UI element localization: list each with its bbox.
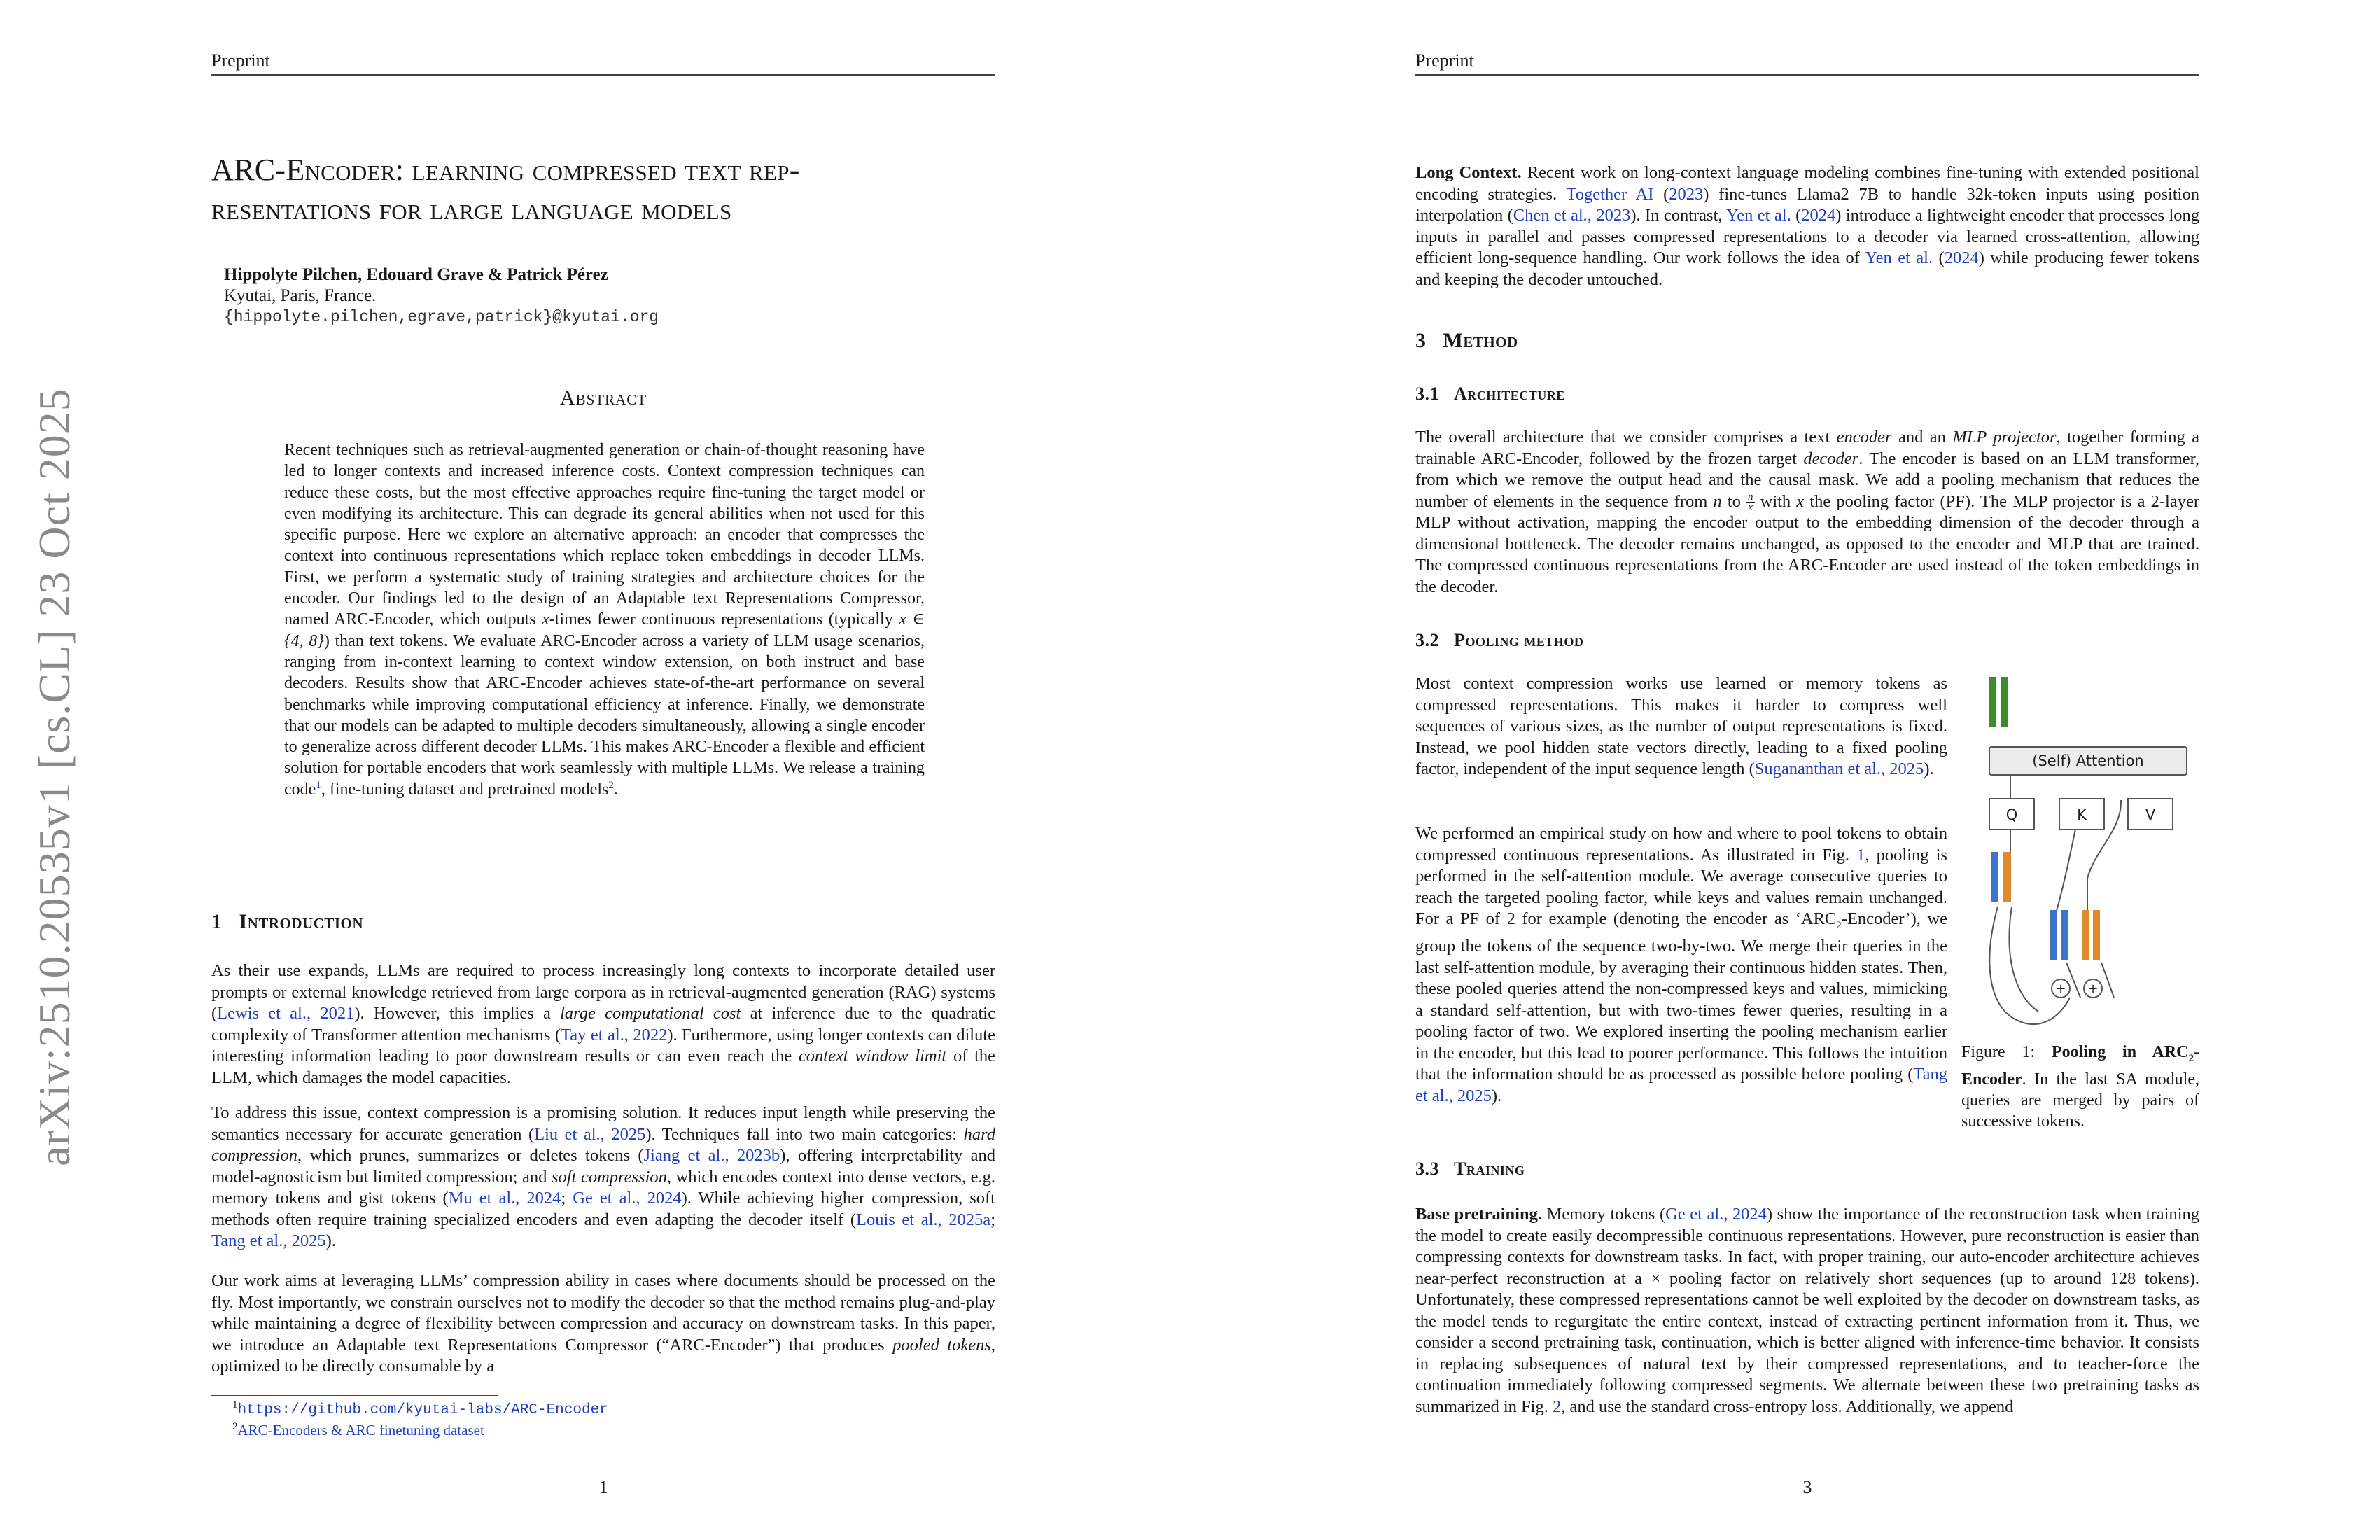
running-header: Preprint (211, 50, 995, 76)
github-link[interactable]: https://github.com/kyutai-labs/ARC-Encoder (237, 1402, 608, 1418)
figure-ref-link[interactable]: 2 (1552, 1396, 1562, 1416)
citation-link[interactable]: Tang et al., 2025 (211, 1231, 326, 1250)
section-3-heading: 3 Method (1415, 329, 1518, 352)
token-bars (2050, 910, 2100, 960)
section-1-heading (211, 910, 995, 934)
page-1 (211, 0, 995, 1540)
arxiv-id-text: arXiv:2510.20535v1 [cs.CL] 23 Oct 2025 (29, 388, 79, 1166)
fraction: $\frac{n}{x}$ (1748, 491, 1754, 514)
pooled-query-bars (1991, 852, 2011, 902)
running-header: Preprint (1415, 50, 2199, 76)
citation-link[interactable]: 2024 (1801, 206, 1836, 225)
affiliation: Kyutai, Paris, France. (224, 286, 377, 305)
subsection-3-1-heading: 3.1 Architecture (1415, 384, 1565, 404)
svg-text:+: + (2055, 981, 2066, 996)
figure-1-diagram (1961, 668, 2199, 1036)
footnotes (232, 1399, 608, 1441)
title-line-1: ARC-Encoder: learning compressed text rep- (211, 153, 800, 187)
attention-block (1989, 747, 2187, 775)
citation-link[interactable]: Louis et al., 2025a (856, 1210, 991, 1229)
citation-link[interactable]: Sugananthan et al., 2025 (1754, 760, 1924, 778)
citation-link[interactable]: Jiang et al., 2023b (643, 1146, 780, 1165)
section-number: 1 (211, 910, 223, 933)
abstract-heading: Abstract (559, 386, 648, 410)
citation-link[interactable]: 2023 (1669, 184, 1704, 204)
subsection-3-3-heading: 3.3 Training (1415, 1158, 1525, 1179)
k-label: K (2077, 806, 2087, 823)
author-names: Hippolyte Pilchen, Edouard Grave & Patrick Pérez (224, 265, 608, 284)
attention-label: (Self) Attention (2032, 752, 2144, 769)
citation-link[interactable]: Tay et al., 2022 (561, 1025, 668, 1044)
citation-link[interactable]: Yen et al. (1726, 206, 1791, 225)
abstract-paragraph: Recent techniques such as retrieval-augmented generation or chain-of-thought reasoning have led to longer contexts and increased inference costs. Context compression techniques can reduce these costs, but the most effective approaches require fine-tuning the target model or even modifying its architecture. This can degrade its general abilities when not used for this specific purpose. Here we explore an alternative approach: an encoder that compresses the context into continuous representations which replace token embeddings in decoder LLMs. First, we perform a systematic study of training strategies and architecture choices for the encoder. Our findings led to the design of an Adaptable text Representations Compressor, named ARC-Encoder, which outputs x-times fewer continuous representations (typically x ∈ {4, 8}) than text tokens. We evaluate ARC-Encoder across a variety of LLM usage scenarios, ranging from in-context learning to context window extension, on both instruct and base decoders. Results show that ARC-Encoder achieves state-of-the-art performance on several benchmarks while improving computational efficiency at inference. Finally, we demonstrate that our models can be adapted to multiple decoders simultaneously, allowing a single encoder to generalize across different decoder LLMs. This makes ARC-Encoder a flexible and efficient solution for portable encoders that work seamlessly with multiple LLMs. We release a training code$^1$, fine-tuning dataset and pretrained models$^2$. (284, 441, 925, 799)
paper-title (211, 150, 995, 229)
q-label: Q (2005, 806, 2018, 823)
author-block (224, 265, 659, 328)
page-number: 1 (598, 1477, 608, 1497)
arxiv-stamp (13, 388, 97, 1166)
footnote-ref-1[interactable]: 1 (316, 779, 321, 791)
citation-link[interactable]: Together AI (1566, 184, 1654, 204)
page-number: 3 (1802, 1477, 1812, 1497)
base-pretraining-paragraph: Base pretraining. Memory tokens (Ge et al., 2024) show the importance of the reconstruction task when training the model to create easily decompressible continuous representations. However, pure reconstruction is easier than compressing contexts for downstream tasks. In fact, with proper training, our auto-encoder architecture achieves near-perfect reconstruction at a × pooling factor on relatively short sequences (up to around 128 tokens). Unfortunately, these compressed representations cannot be well exploited by the decoder on downstream tasks, as the model tends to regurgitate the entire context, instead of extracting pertinent information from it. Thus, we consider a second pretraining task, continuation, which is better aligned with inference-time behavior. It consists in replacing subsequences of natural text by their compressed representations, and to teacher-force the continuation immediately following compressed segments. We alternate between these two pretraining tasks as summarized in Fig. 2, and use the standard cross-entropy loss. Additionally, we append (1415, 1205, 2199, 1416)
intro-paragraph-3: Our work aims at leveraging LLMs’ compression ability in cases where documents should be processed on the fly. Most importantly, we constrain ourselves not to modify the decoder so that the method remains plug-and-play while maintaining a degree of flexibility between compression and accuracy on downstream tasks. In this paper, we introduce an Adaptable text Representations Compressor (“ARC-Encoder”) that produces pooled tokens, optimized to be directly consumable by a (211, 1271, 995, 1376)
long-context-paragraph: Long Context. Recent work on long-context language modeling combines fine-tuning with extended positional encoding strategies. Together AI (2023) fine-tunes Llama2 7B to handle 32k-token inputs using position interpolation (Chen et al., 2023). In contrast, Yen et al. (2024) introduce a lightweight encoder that processes long inputs in parallel and passes compressed representations to a decoder via learned cross-attention, allowing efficient long-sequence handling. Our work follows the idea of Yen et al. (2024) while producing fewer tokens and keeping the decoder untouched. (1415, 163, 2200, 289)
footnote-1: $^1$https://github.com/kyutai-labs/ARC-Encoder (232, 1399, 608, 1418)
footnote-ref-2[interactable]: 2 (608, 779, 614, 791)
intro-paragraph-2: To address this issue, context compression is a promising solution. It reduces input length while preserving the semantics necessary for accurate generation (Liu et al., 2025). Techniques fall into two main categories: hard compression, which prunes, summarizes or deletes tokens (Jiang et al., 2023b), offering interpretability and model-agnosticism but limited compression; and soft compression, which encodes context into dense vectors, e.g. memory tokens and gist tokens (Mu et al., 2024; Ge et al., 2024). While achieving higher compression, soft methods often require training specialized encoders and even adapting the decoder itself (Louis et al., 2025a; Tang et al., 2025). (211, 1103, 996, 1250)
citation-link[interactable]: 2024 (1944, 248, 1979, 267)
paragraph-heading: Base pretraining. (1415, 1205, 1542, 1224)
citation-link[interactable]: Tang et al., 2025 (1415, 1065, 1947, 1105)
citation-link[interactable]: Yen et al. (1865, 248, 1933, 267)
dataset-link[interactable]: ARC-Encoders & ARC finetuning dataset (237, 1422, 484, 1438)
author-emails: {hippolyte.pilchen,egrave,patrick}@kyutai.org (224, 308, 659, 326)
pooling-paragraph-2: We performed an empirical study on how and where to pool tokens to obtain compressed continuous representations. As illustrated in Fig. 1, pooling is performed in the self-attention module. We average consecutive queries to reach the targeted pooling factor, while keys and values remain unchanged. For a PF of 2 for example (denoting the encoder as ‘$ARC_2-Encoder$’), we group the tokens of the sequence two-by-two. We merge their queries in the last self-attention module, by averaging their continuous hidden states. Then, these pooled queries attend the non-compressed keys and values, mimicking a standard self-attention, but with two-times fewer queries, resulting in a pooling factor of two. We explored inserting the pooling mechanism earlier in the encoder, but this lead to poorer performance. This follows the intuition that the information should be as processed as possible before pooling (Tang et al., 2025). (1415, 824, 1947, 1105)
citation-link[interactable]: Chen et al., 2023 (1513, 206, 1631, 225)
svg-text:+: + (2087, 981, 2099, 996)
figure-1-caption: Figure 1: Pooling in $ARC_2$-Encoder. In the last SA module, queries are merged by pairs of successive tokens. (1961, 1043, 2200, 1130)
figure-ref-link[interactable]: 1 (1856, 845, 1865, 864)
page-3 (1415, 0, 2199, 1540)
intro-paragraph-1: As their use expands, LLMs are required to process increasingly long contexts to incorporate detailed user prompts or external knowledge retrieved from large corpora as in retrieval-augmented generation (RAG) systems (Lewis et al., 2021). However, this implies a large computational cost at inference due to the quadratic complexity of Transformer attention mechanisms (Tay et al., 2022). Furthermore, using longer contexts can dilute interesting information leading to poor downstream results or can even reach the context window limit of the LLM, which damages the model capacities. (211, 961, 995, 1087)
architecture-paragraph: The overall architecture that we consider comprises a text encoder and an MLP projector, together forming a trainable ARC-Encoder, followed by the frozen target decoder. The encoder is based on an LLM transformer, from which we remove the output head and the causal mask. We add a pooling mechanism that reduces the number of elements in the sequence from n to $\frac{n}{x}$ with x the pooling factor (PF). The MLP projector is a 2-layer MLP without activation, mapping the encoder output to the embedding dimension of the decoder through a dimensional bottleneck. The decoder remains unchanged, as opposed to the encoder and MLP that are trained. The compressed continuous representations from the ARC-Encoder are used instead of the token embeddings in the decoder. (1415, 428, 2200, 596)
qkv-boxes (1989, 799, 2173, 830)
paragraph-heading: Long Context. (1415, 163, 1522, 182)
section-title: Introduction (239, 910, 364, 933)
v-label: V (2145, 806, 2156, 823)
footnote-divider (211, 1395, 498, 1396)
title-line-2: resentations for large language models (211, 192, 732, 226)
citation-link[interactable]: Liu et al., 2025 (534, 1124, 646, 1144)
citation-link[interactable]: Mu et al., 2024 (448, 1189, 561, 1208)
abstract-body (284, 440, 925, 800)
citation-link[interactable]: Lewis et al., 2021 (217, 1004, 355, 1023)
footnote-2: $^2$ARC-Encoders & ARC finetuning dataset (232, 1421, 484, 1438)
output-bars (1989, 677, 2008, 727)
pooling-paragraph-1: Most context compression works use learned or memory tokens as compressed representations. This makes it harder to compress well sequences of various sizes, as the number of output representations is fixed. Instead, we pool hidden state vectors directly, leading to a fixed pooling factor, independent of the input sequence length (Sugananthan et al., 2025). (1415, 674, 1947, 778)
pooling-diagram-svg (1961, 668, 2199, 1032)
subsection-3-2-heading: 3.2 Pooling method (1415, 630, 1584, 650)
citation-link[interactable]: Ge et al., 2024 (1665, 1205, 1767, 1224)
citation-link[interactable]: Ge et al., 2024 (573, 1189, 682, 1208)
